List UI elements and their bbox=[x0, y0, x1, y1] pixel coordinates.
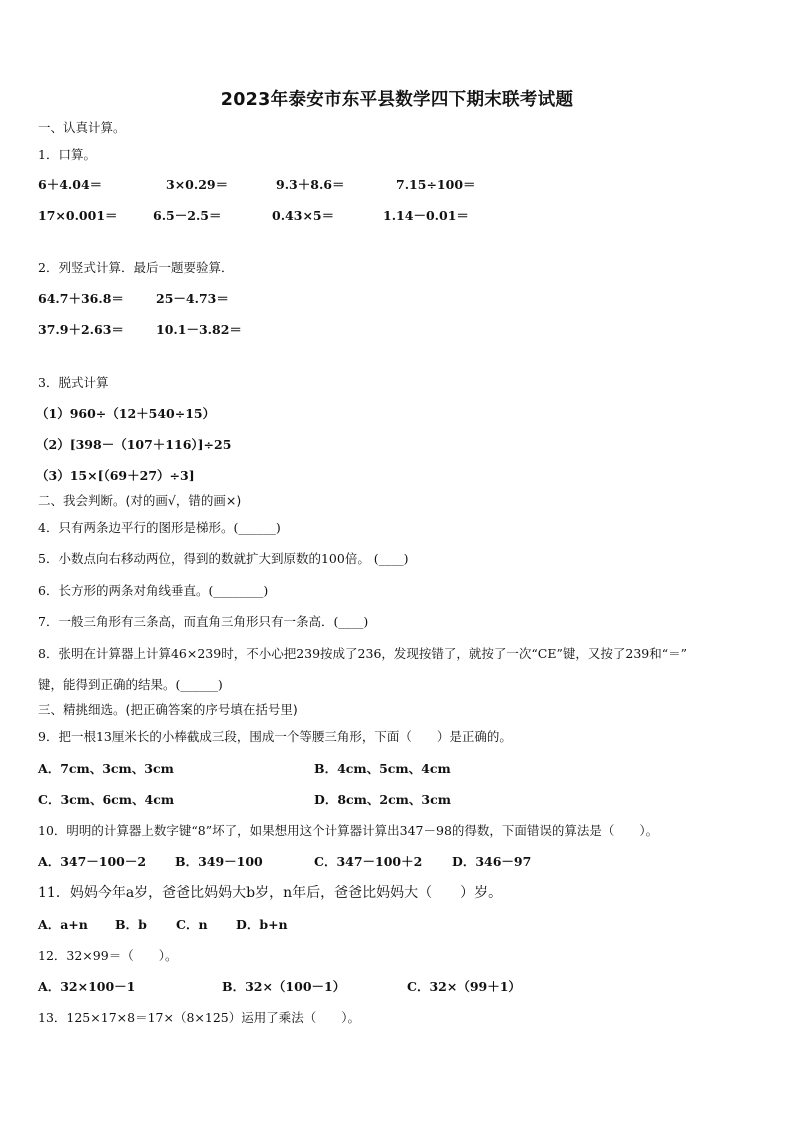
vertical-calc-item: 25－4.73＝ bbox=[156, 291, 229, 306]
question-7: 7．一般三角形有三条高，而直角三角形只有一条高．(____) bbox=[38, 614, 369, 629]
question-11-option: B．b bbox=[115, 917, 147, 932]
question-9-option: D．8cm、2cm、3cm bbox=[314, 792, 451, 807]
step-calc-item: （1）960÷（12＋540÷15） bbox=[36, 406, 216, 421]
question-10-option: D．346－97 bbox=[452, 854, 532, 869]
question-11-stem: 11．妈妈今年a岁，爸爸比妈妈大b岁，n年后，爸爸比妈妈大（ ）岁。 bbox=[38, 885, 503, 901]
question-9-option: A．7cm、3cm、3cm bbox=[38, 761, 174, 776]
question-1-label: 1．口算。 bbox=[38, 147, 96, 162]
question-10-option: A．347－100－2 bbox=[38, 854, 147, 869]
question-2-label: 2．列竖式计算．最后一题要验算． bbox=[38, 260, 234, 275]
question-8-line-1: 8．张明在计算器上计算46×239时，不小心把239按成了236，发现按错了，就按了一次“CE”键，又按了239和“＝” bbox=[38, 646, 688, 661]
oral-calc-item: 7.15÷100＝ bbox=[396, 177, 476, 192]
question-11-option: A．a+n bbox=[38, 917, 88, 932]
oral-calc-item: 1.14－0.01＝ bbox=[383, 208, 469, 223]
oral-calc-item: 6.5－2.5＝ bbox=[153, 208, 222, 223]
question-5: 5．小数点向右移动两位，得到的数就扩大到原数的100倍。 (____) bbox=[38, 551, 409, 566]
question-6: 6．长方形的两条对角线垂直。(________) bbox=[38, 583, 269, 598]
oral-calc-item: 0.43×5＝ bbox=[272, 208, 335, 223]
question-12-option: A．32×100－1 bbox=[38, 979, 136, 994]
question-9-option: C．3cm、6cm、4cm bbox=[38, 792, 175, 807]
oral-calc-item: 17×0.001＝ bbox=[38, 208, 118, 223]
step-calc-item: （2）[398－（107＋116）]÷25 bbox=[36, 437, 232, 452]
question-4: 4．只有两条边平行的图形是梯形。(______) bbox=[38, 520, 281, 535]
page-title: 2023年泰安市东平县数学四下期末联考试题 bbox=[220, 90, 574, 110]
question-12-option: C．32×（99＋1） bbox=[407, 979, 521, 994]
question-12-stem: 12．32×99＝（ ）。 bbox=[38, 948, 178, 963]
section-heading-judgement: 二、我会判断。(对的画√，错的画×) bbox=[38, 493, 242, 508]
vertical-calc-item: 64.7＋36.8＝ bbox=[38, 291, 124, 306]
question-10-stem: 10．明明的计算器上数字键“8”坏了，如果想用这个计算器计算出347－98的得数，下面错误的算法是（ ）。 bbox=[38, 823, 659, 838]
question-9-option: B．4cm、5cm、4cm bbox=[314, 761, 451, 776]
oral-calc-item: 9.3＋8.6＝ bbox=[276, 177, 345, 192]
question-3-label: 3．脱式计算 bbox=[38, 375, 109, 390]
question-9-stem: 9．把一根13厘米长的小棒截成三段，围成一个等腰三角形，下面（ ）是正确的。 bbox=[38, 729, 512, 744]
question-12-option: B．32×（100－1） bbox=[222, 979, 346, 994]
step-calc-item: （3）15×[（69＋27）÷3] bbox=[36, 468, 195, 483]
question-11-option: D．b+n bbox=[236, 917, 288, 932]
section-heading-calculation: 一、认真计算。 bbox=[38, 120, 126, 135]
section-heading-choice: 三、精挑细选。(把正确答案的序号填在括号里) bbox=[38, 702, 298, 717]
question-10-option: B．349－100 bbox=[175, 854, 263, 869]
question-10-option: C．347－100＋2 bbox=[314, 854, 423, 869]
oral-calc-item: 6＋4.04＝ bbox=[38, 177, 103, 192]
vertical-calc-item: 10.1－3.82＝ bbox=[156, 322, 242, 337]
question-8-line-2: 键，能得到正确的结果。(______) bbox=[38, 677, 223, 692]
question-11-option: C．n bbox=[176, 917, 208, 932]
oral-calc-item: 3×0.29＝ bbox=[166, 177, 229, 192]
vertical-calc-item: 37.9＋2.63＝ bbox=[38, 322, 124, 337]
question-13-stem: 13．125×17×8＝17×（8×125）运用了乘法（ ）。 bbox=[38, 1010, 360, 1025]
